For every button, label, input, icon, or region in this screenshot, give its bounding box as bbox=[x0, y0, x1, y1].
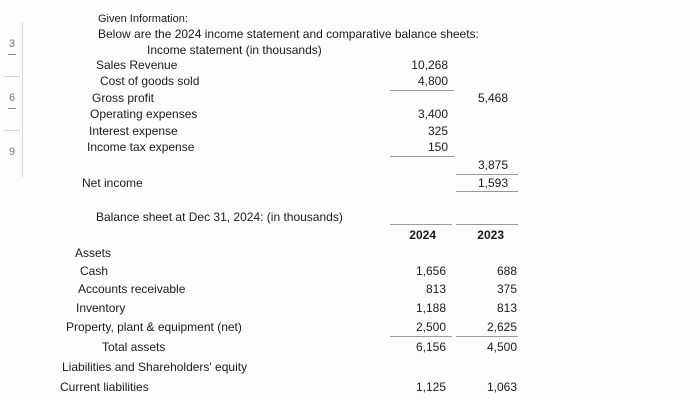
total-expenses-underline bbox=[456, 174, 518, 175]
sales-revenue-value: 10,268 bbox=[411, 58, 448, 72]
column-header-2023: 2023 bbox=[477, 228, 504, 242]
header-2024-rule bbox=[390, 224, 452, 225]
assets-heading: Assets bbox=[75, 246, 112, 260]
accounts-receivable-label: Accounts receivable bbox=[78, 282, 186, 296]
gross-profit-value: 5,468 bbox=[477, 91, 508, 105]
margin-marker-9: 9 bbox=[8, 146, 16, 158]
current-liabilities-2024-value: 1,125 bbox=[415, 380, 446, 394]
net-income-label: Net income bbox=[82, 176, 143, 190]
net-income-underline bbox=[456, 191, 518, 192]
cash-2023-value: 688 bbox=[496, 264, 517, 278]
left-margin-bar bbox=[0, 22, 23, 177]
income-tax-expense-value: 150 bbox=[427, 140, 448, 154]
cash-2024-value: 1,656 bbox=[415, 264, 446, 278]
total-assets-label: Total assets bbox=[102, 340, 166, 354]
net-income-value: 1,593 bbox=[477, 176, 508, 190]
assets-2024-underline bbox=[390, 336, 452, 337]
intro-sentence: Below are the 2024 income statement and comparative balance sheets: bbox=[98, 27, 479, 41]
margin-marker-3: 3 bbox=[4, 22, 20, 77]
assets-2023-underline bbox=[456, 336, 518, 337]
inventory-2024-value: 1,188 bbox=[415, 301, 446, 315]
ppe-2024-value: 2,500 bbox=[415, 320, 446, 334]
column-header-2024: 2024 bbox=[409, 228, 436, 242]
liabilities-equity-heading: Liabilities and Shareholders' equity bbox=[62, 360, 248, 374]
interest-expense-value: 325 bbox=[427, 124, 448, 138]
cogs-underline bbox=[390, 90, 454, 91]
total-expenses-value: 3,875 bbox=[477, 158, 508, 172]
accounts-receivable-2024-value: 813 bbox=[425, 282, 446, 296]
inventory-2023-value: 813 bbox=[496, 301, 517, 315]
cash-label: Cash bbox=[80, 264, 109, 278]
inventory-label: Inventory bbox=[76, 301, 126, 315]
given-information-heading: Given Information: bbox=[98, 13, 188, 25]
income-statement-title: Income statement (in thousands) bbox=[147, 43, 322, 57]
current-liabilities-2023-value: 1,063 bbox=[486, 380, 517, 394]
expenses-underline bbox=[390, 156, 454, 157]
ppe-label: Property, plant & equipment (net) bbox=[66, 320, 242, 334]
sales-revenue-label: Sales Revenue bbox=[96, 58, 178, 72]
total-assets-2023-value: 4,500 bbox=[486, 340, 517, 354]
gross-profit-label: Gross profit bbox=[92, 91, 155, 105]
cogs-label: Cost of goods sold bbox=[100, 74, 200, 88]
income-tax-expense-label: Income tax expense bbox=[87, 140, 195, 154]
header-2023-rule bbox=[456, 224, 518, 225]
current-liabilities-label: Current liabilities bbox=[60, 380, 149, 394]
operating-expenses-value: 3,400 bbox=[417, 107, 448, 121]
accounts-receivable-2023-value: 375 bbox=[496, 282, 517, 296]
interest-expense-label: Interest expense bbox=[89, 124, 178, 138]
ppe-2023-value: 2,625 bbox=[486, 320, 517, 334]
balance-sheet-title: Balance sheet at Dec 31, 2024: (in thousands) bbox=[96, 210, 343, 224]
total-assets-2024-value: 6,156 bbox=[415, 340, 446, 354]
margin-marker-6: 6 bbox=[4, 76, 20, 131]
cogs-value: 4,800 bbox=[417, 74, 448, 88]
operating-expenses-label: Operating expenses bbox=[90, 107, 198, 121]
